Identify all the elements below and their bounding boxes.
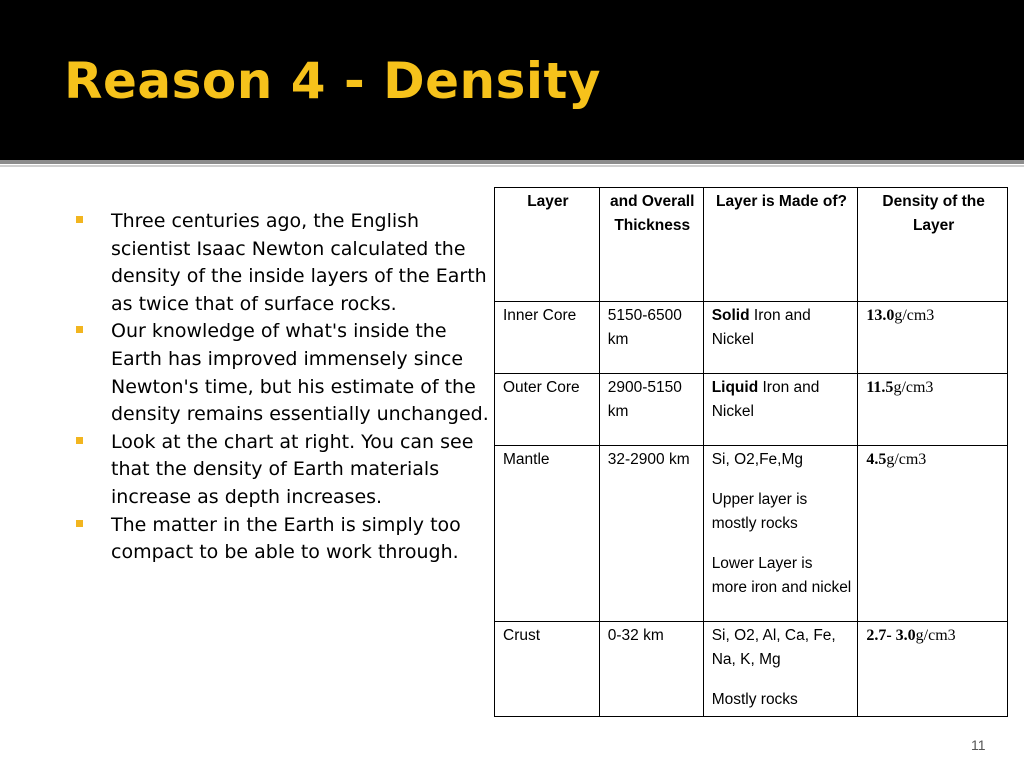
material-text: Si, O2,Fe,Mg [711, 451, 803, 468]
cell-thickness: 2900-5150 km [599, 374, 703, 446]
cell-thickness: 0-32 km [599, 622, 703, 717]
cell-thickness: 32-2900 km [599, 446, 703, 622]
table-row [495, 374, 1008, 446]
header-thickness: and Overall Thickness [599, 188, 703, 302]
density-unit: g/cm3 [915, 627, 956, 644]
header-layer: Layer [495, 188, 600, 302]
cell-thickness: 5150-6500 km [599, 302, 703, 374]
title-bar [0, 0, 1024, 160]
bullet-item [72, 512, 492, 567]
cell-made-of [703, 446, 858, 622]
table-row [495, 446, 1008, 622]
material-text: Iron and Nickel [711, 307, 811, 348]
bullet-text: Three centuries ago, the English scientist Isaac Newton calculated the density of the inside layers of the Earth as twice that of surface rocks. [111, 210, 487, 315]
bullet-text: Look at the chart at right. You can see that the density of Earth materials increase as depth increases. [111, 430, 474, 508]
cell-made-of [703, 622, 858, 717]
title-divider-light [0, 165, 1024, 167]
density-value: 2.7- 3.0 [866, 627, 916, 644]
cell-layer: Mantle [495, 446, 600, 622]
header-density: Density of the Layer [858, 188, 1008, 302]
bullet-item [72, 208, 492, 318]
title-divider [0, 160, 1024, 164]
square-bullet-icon [76, 216, 83, 223]
bullet-list [72, 208, 492, 567]
density-value: 11.5 [866, 379, 894, 396]
cell-layer: Outer Core [495, 374, 600, 446]
density-unit: g/cm3 [886, 451, 927, 468]
material-text: Si, O2, Al, Ca, Fe, Na, K, Mg [711, 627, 836, 668]
material-note: Lower Layer is more iron and nickel [711, 555, 852, 596]
earth-layers-table [494, 187, 1008, 717]
bullet-text: The matter in the Earth is simply too compact to be able to work through. [111, 513, 461, 564]
density-value: 13.0 [866, 307, 895, 324]
density-value: 4.5 [866, 451, 887, 468]
table-row [495, 302, 1008, 374]
cell-made-of [703, 302, 858, 374]
bullet-text: Our knowledge of what's inside the Earth has improved immensely since Newton's time, but his estimate of the density remains essentially unchanged. [111, 320, 489, 426]
cell-layer: Inner Core [495, 302, 600, 374]
bullet-item [72, 429, 492, 512]
material-text: Iron and Nickel [711, 379, 820, 420]
bullet-item [72, 318, 492, 428]
header-made-of: Layer is Made of? [703, 188, 858, 302]
state-label: Solid [711, 307, 750, 324]
state-label: Liquid [711, 379, 759, 396]
page-number: 11 [971, 737, 986, 753]
square-bullet-icon [76, 326, 83, 333]
cell-density [858, 302, 1008, 374]
table-header-row [495, 188, 1008, 302]
cell-density [858, 622, 1008, 717]
density-unit: g/cm3 [894, 307, 935, 324]
cell-layer: Crust [495, 622, 600, 717]
table-row [495, 622, 1008, 717]
material-note: Mostly rocks [711, 691, 798, 708]
cell-density [858, 446, 1008, 622]
material-note: Upper layer is mostly rocks [711, 491, 808, 532]
slide-title: Reason 4 - Density [64, 52, 602, 110]
cell-density [858, 374, 1008, 446]
square-bullet-icon [76, 520, 83, 527]
cell-made-of [703, 374, 858, 446]
density-unit: g/cm3 [893, 379, 934, 396]
square-bullet-icon [76, 437, 83, 444]
